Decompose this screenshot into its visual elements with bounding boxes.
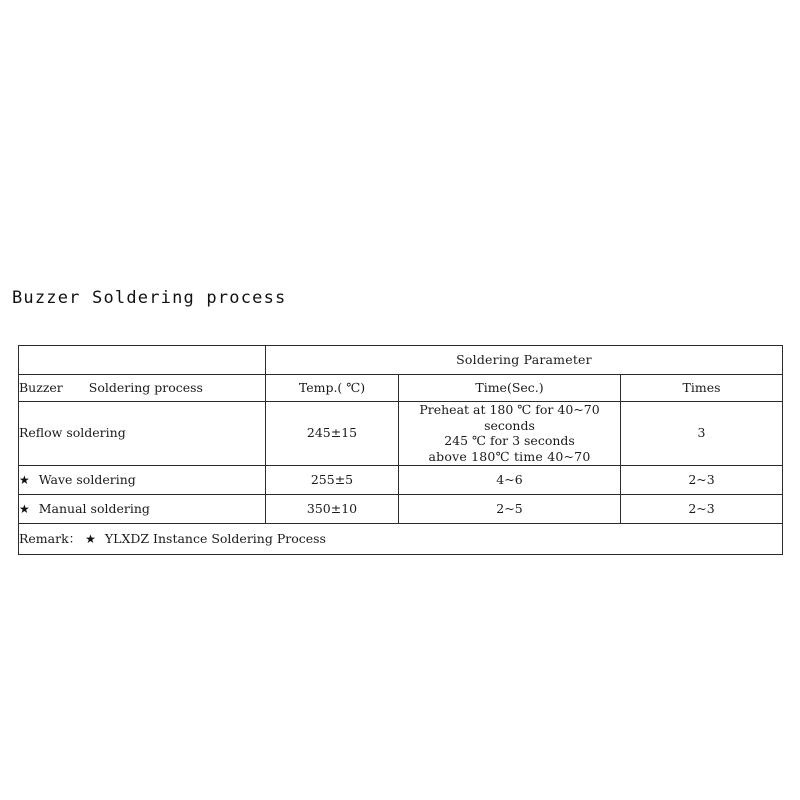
table-row-group-header [19, 346, 783, 375]
page-title: Buzzer Soldering process [12, 288, 287, 308]
time-line-2: 245 ℃ for 3 seconds [444, 433, 575, 449]
cell-empty-corner [19, 346, 266, 375]
row-times-reflow-soldering: 3 [621, 402, 783, 466]
remark-cell [19, 523, 783, 554]
header-time: Time(Sec.) [399, 375, 621, 402]
row-time-manual-soldering: 2~5 [399, 494, 621, 523]
row-time-wave-soldering: 4~6 [399, 465, 621, 494]
row-times-wave-soldering: 2~3 [621, 465, 783, 494]
table-row-remark [19, 523, 783, 554]
table-row-column-headers [19, 375, 783, 402]
header-soldering-process-label: Soldering process [88, 380, 203, 396]
remark-prefix: Remark： [19, 530, 82, 546]
row-temp-wave-soldering: 255±5 [266, 465, 399, 494]
row-times-manual-soldering: 2~3 [621, 494, 783, 523]
row-time-reflow-soldering [399, 402, 621, 466]
row-label-reflow-soldering: Reflow soldering [19, 402, 266, 466]
row-temp-manual-soldering: 350±10 [266, 494, 399, 523]
row-label-manual-soldering [19, 494, 266, 523]
soldering-parameter-table [18, 345, 783, 555]
row-label-text: Wave soldering [38, 471, 136, 487]
header-times: Times [621, 375, 783, 402]
time-line-1: Preheat at 180 ℃ for 40~70 seconds [419, 402, 600, 433]
remark-text: YLXDZ Instance Soldering Process [104, 530, 326, 546]
row-label-wave-soldering [19, 465, 266, 494]
time-line-3: above 180℃ time 40~70 [428, 448, 591, 464]
header-temp: Temp.( ℃) [266, 375, 399, 402]
header-buzzer-label: Buzzer [19, 380, 63, 396]
table-row [19, 465, 783, 494]
header-buzzer-soldering-process [19, 375, 266, 402]
table-row [19, 402, 783, 466]
star-icon: ★ [19, 501, 30, 516]
row-label-text: Manual soldering [38, 500, 150, 516]
table-row [19, 494, 783, 523]
row-temp-reflow-soldering: 245±15 [266, 402, 399, 466]
star-icon: ★ [85, 531, 96, 546]
header-soldering-parameter: Soldering Parameter [266, 346, 783, 375]
star-icon: ★ [19, 472, 30, 487]
